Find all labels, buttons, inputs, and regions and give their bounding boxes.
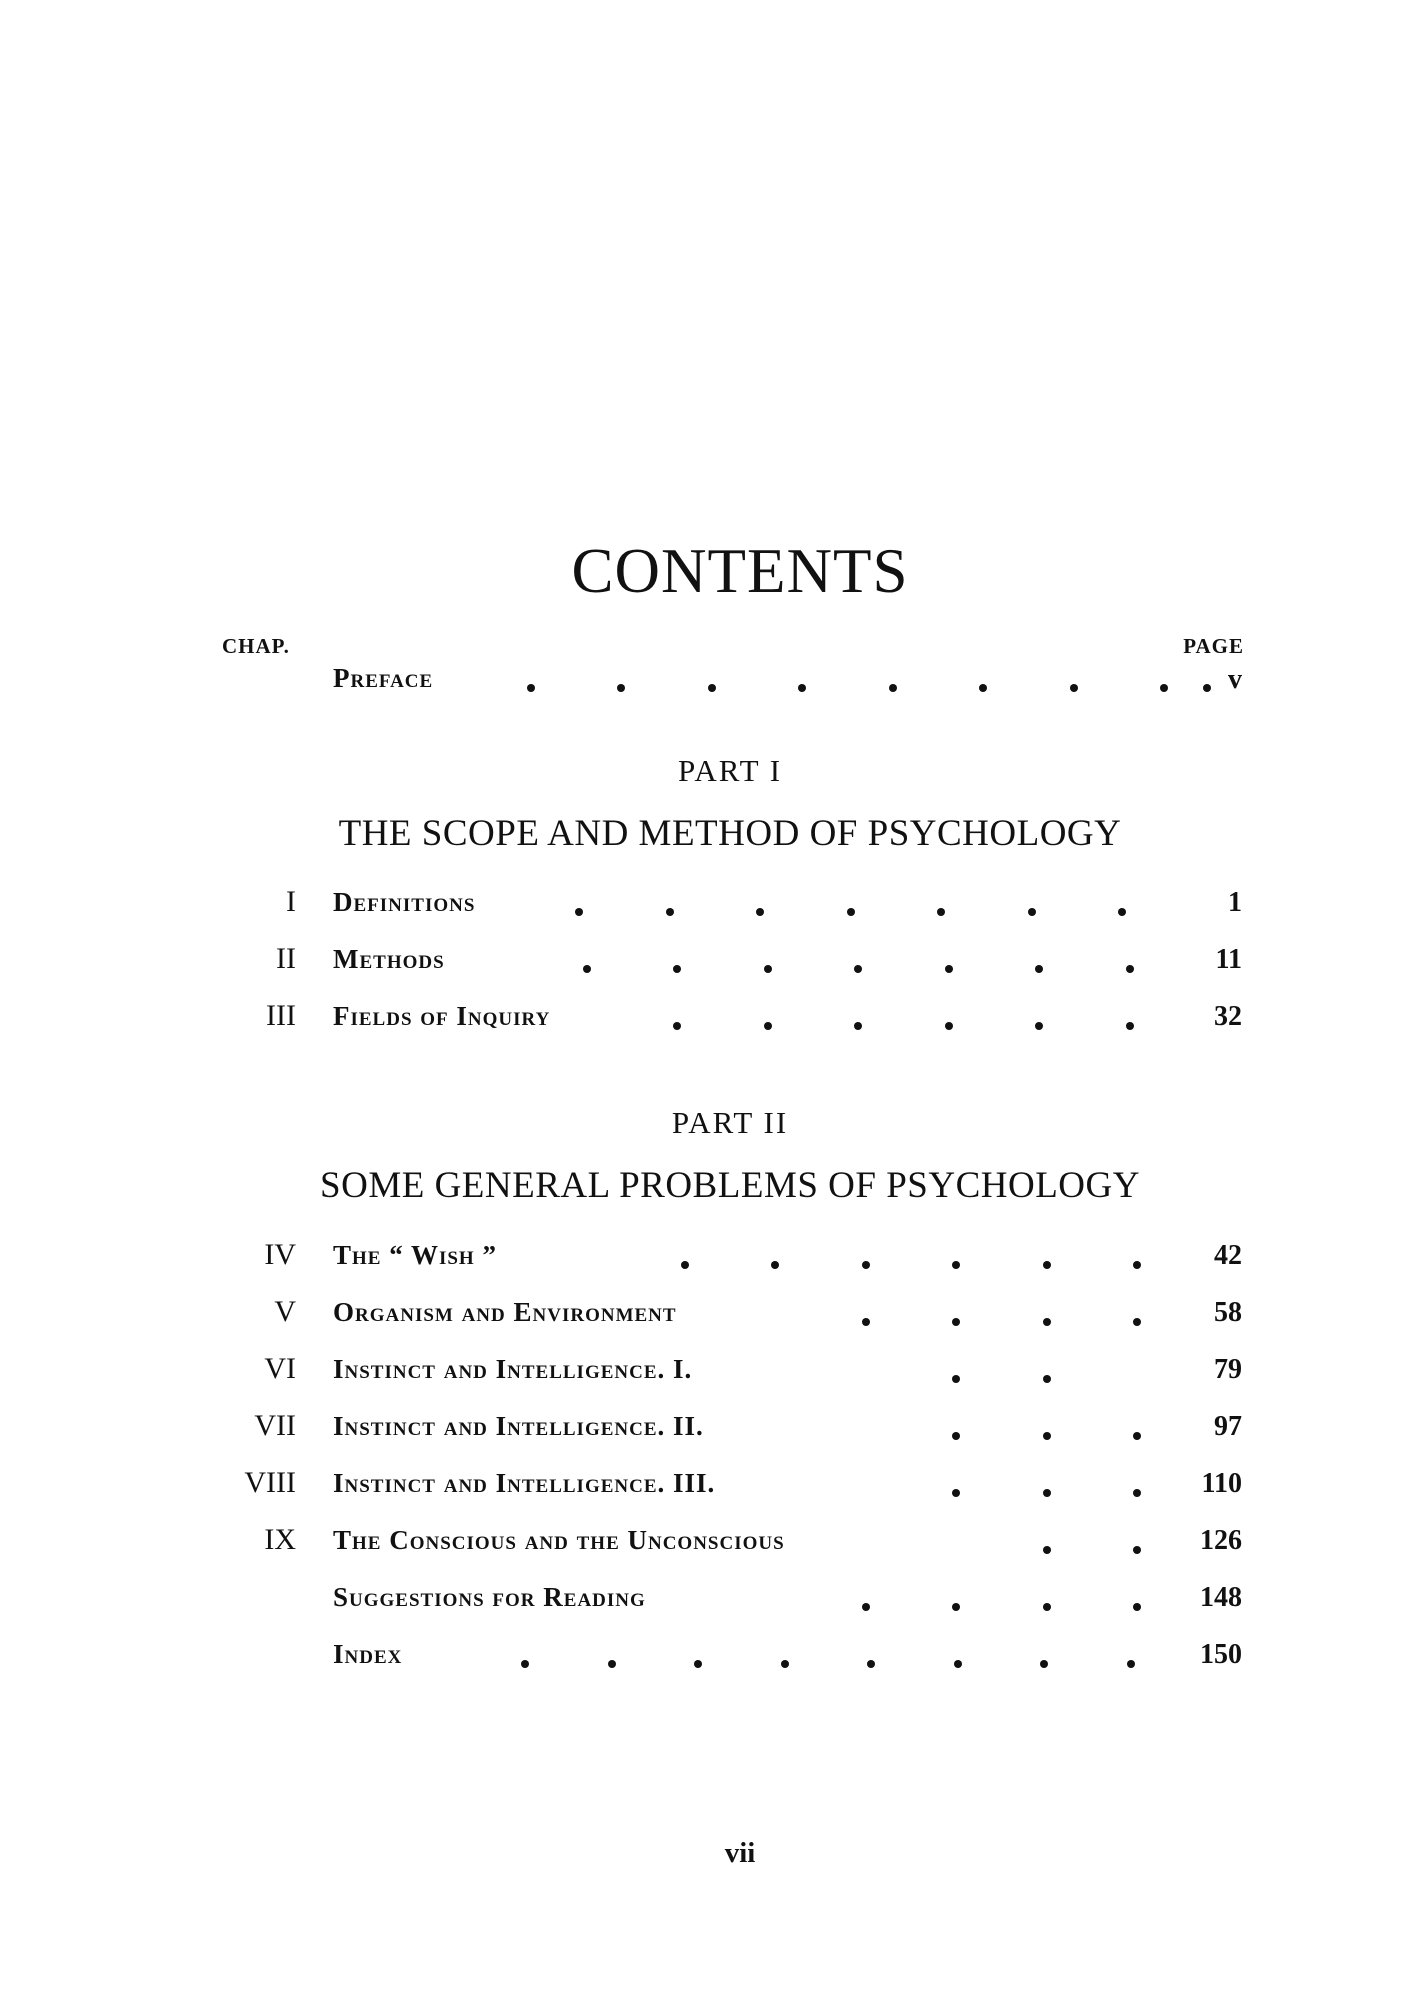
page-title: CONTENTS [571, 536, 909, 606]
chapter-page: 1 [1228, 887, 1242, 918]
leader-dot [673, 1022, 681, 1030]
leader-dot [1070, 684, 1078, 692]
back-matter-page: 150 [1200, 1639, 1242, 1670]
leader-dot [1126, 1022, 1134, 1030]
leader-dot [781, 1660, 789, 1668]
leader-dot [617, 684, 625, 692]
leader-dot [1028, 908, 1036, 916]
chapter-number: III [266, 999, 296, 1032]
leader-dot [854, 965, 862, 973]
leader-dot [1035, 965, 1043, 973]
leader-dot [945, 965, 953, 973]
leader-dot [1043, 1489, 1051, 1497]
preface-page: v [1228, 664, 1242, 695]
back-matter-title: Suggestions for Reading [333, 1582, 646, 1612]
chapter-title: The Conscious and the Unconscious [333, 1525, 785, 1555]
leader-dot [1118, 908, 1126, 916]
chapter-title: Organism and Environment [333, 1297, 677, 1327]
leader-dot [1133, 1261, 1141, 1269]
leader-dot [694, 1660, 702, 1668]
leader-dot [764, 965, 772, 973]
leader-dot [666, 908, 674, 916]
leader-dot [1127, 1660, 1135, 1668]
chapter-title: The “ Wish ” [333, 1240, 497, 1270]
leader-dot [1203, 684, 1211, 692]
chapter-page: 79 [1214, 1354, 1242, 1385]
chapter-number: VIII [244, 1466, 296, 1499]
chapter-page: 42 [1214, 1240, 1242, 1271]
leader-dot [952, 1432, 960, 1440]
leader-dot [1133, 1432, 1141, 1440]
leader-dot [1160, 684, 1168, 692]
chapter-title: Definitions [333, 887, 476, 917]
leader-dot [764, 1022, 772, 1030]
leader-dot [1035, 1022, 1043, 1030]
chapter-page: 126 [1200, 1525, 1242, 1556]
leader-dot [889, 684, 897, 692]
leader-dot [1133, 1318, 1141, 1326]
leader-dot [952, 1375, 960, 1383]
leader-dot [937, 908, 945, 916]
leader-dot [1043, 1603, 1051, 1611]
leader-dot [952, 1318, 960, 1326]
chapter-number: V [274, 1295, 296, 1328]
chapter-title: Fields of Inquiry [333, 1001, 551, 1031]
chapter-page: 97 [1214, 1411, 1242, 1442]
leader-dot [583, 965, 591, 973]
leader-dot [979, 684, 987, 692]
leader-dot [527, 684, 535, 692]
leader-dot [681, 1261, 689, 1269]
leader-dot [575, 908, 583, 916]
chapter-number: IV [264, 1238, 296, 1271]
chapter-number: VI [264, 1352, 296, 1385]
leader-dot [1133, 1603, 1141, 1611]
leader-dot [521, 1660, 529, 1668]
part-2-heading: PART II [671, 1105, 789, 1140]
back-matter-title: Index [333, 1639, 403, 1669]
leader-dot [954, 1660, 962, 1668]
chapter-number: VII [254, 1409, 296, 1442]
leader-dot [1043, 1546, 1051, 1554]
chapter-title: Instinct and Intelligence. III. [333, 1468, 716, 1498]
leader-dot [867, 1660, 875, 1668]
part-2-title: SOME GENERAL PROBLEMS OF PSYCHOLOGY [320, 1165, 1140, 1206]
leader-dot [1040, 1660, 1048, 1668]
leader-dot [1043, 1261, 1051, 1269]
leader-dot [952, 1489, 960, 1497]
part-1-title: THE SCOPE AND METHOD OF PSYCHOLOGY [338, 813, 1122, 854]
leader-dot [1043, 1432, 1051, 1440]
leader-dot [1043, 1318, 1051, 1326]
chapter-page: 58 [1214, 1297, 1242, 1328]
leader-dot [952, 1261, 960, 1269]
leader-dot [756, 908, 764, 916]
chapter-number: I [286, 885, 296, 918]
page-column-label: PAGE [1183, 634, 1244, 658]
leader-dot [952, 1603, 960, 1611]
back-matter-page: 148 [1200, 1582, 1242, 1613]
leader-dot [673, 965, 681, 973]
leader-dot [862, 1318, 870, 1326]
leader-dot [847, 908, 855, 916]
leader-dot [854, 1022, 862, 1030]
leader-dot [608, 1660, 616, 1668]
chap-column-label: CHAP. [222, 634, 290, 658]
part-1-heading: PART I [677, 753, 783, 788]
chapter-title: Instinct and Intelligence. I. [333, 1354, 693, 1384]
leader-dot [862, 1261, 870, 1269]
leader-dot [708, 684, 716, 692]
leader-dot [1043, 1375, 1051, 1383]
chapter-number: IX [264, 1523, 296, 1556]
leader-dot [1133, 1489, 1141, 1497]
preface-title: Preface [333, 663, 434, 693]
chapter-page: 110 [1201, 1468, 1242, 1499]
chapter-number: II [276, 942, 296, 975]
leader-dot [1126, 965, 1134, 973]
leader-dot [862, 1603, 870, 1611]
leader-dot [771, 1261, 779, 1269]
page-number: vii [724, 1837, 756, 1869]
chapter-page: 11 [1215, 944, 1242, 975]
leader-dot [945, 1022, 953, 1030]
chapter-title: Instinct and Intelligence. II. [333, 1411, 704, 1441]
leader-dot [1133, 1546, 1141, 1554]
chapter-page: 32 [1214, 1001, 1242, 1032]
chapter-title: Methods [333, 944, 445, 974]
leader-dot [798, 684, 806, 692]
